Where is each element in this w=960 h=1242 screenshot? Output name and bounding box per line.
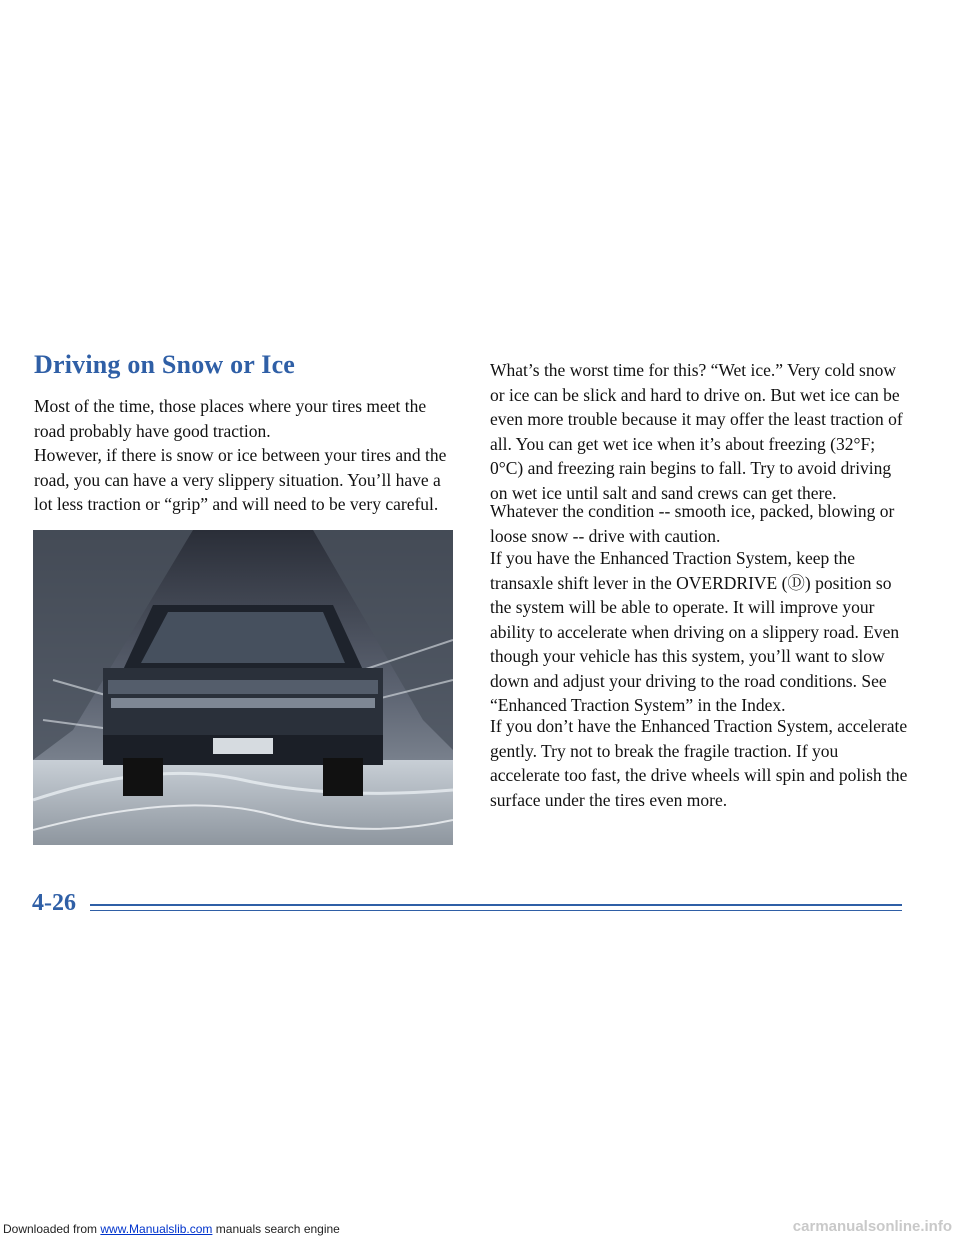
download-notice xyxy=(3,1222,340,1236)
footer-rule-thin xyxy=(90,910,902,911)
section-heading: Driving on Snow or Ice xyxy=(34,350,296,379)
download-prefix: Downloaded from xyxy=(3,1222,101,1236)
page-number: 4-26 xyxy=(32,890,76,916)
left-paragraph-1: Most of the time, those places where your tires meet the road probably have good traction. xyxy=(34,396,427,441)
right-paragraph-4: If you don’t have the Enhanced Traction System, accelerate gently. Try not to break the fragile traction. If you accelerate too fast, the drive wheels will spin and polish the surface under the tires even more. xyxy=(490,716,908,810)
right-paragraph-2: Whatever the condition -- smooth ice, packed, blowing or loose snow -- drive with caution. xyxy=(490,501,895,546)
download-suffix: manuals search engine xyxy=(212,1222,340,1236)
left-paragraph-2: However, if there is snow or ice between your tires and the road, you can have a very slippery situation. You’ll have a lot less traction or “grip” and will need to be very careful. xyxy=(34,445,447,514)
right-paragraph-1: What’s the worst time for this? “Wet ice.” Very cold snow or ice can be slick and hard to drive on. But wet ice can be even more trouble because it may offer the least traction of all. You can get wet ice when it’s about freezing (32°F; 0°C) and freezing rain begins to fall. Try to avoid driving on wet ice until salt and sand crews can get there. xyxy=(490,360,903,503)
footer-rule xyxy=(90,904,902,906)
manualslib-link[interactable]: www.Manualslib.com xyxy=(100,1222,213,1236)
right-paragraph-3: If you have the Enhanced Traction System, keep the transaxle shift lever in the OVERDRIVE (Ⓓ) position so the system will be able to operate. It will improve your ability to accelerate when driving on a slippery road. Even though your vehicle has this system, you’ll want to slow down and adjust your driving to the road conditions. See “Enhanced Traction System” in the Index. xyxy=(490,548,900,715)
watermark-text: carmanualsonline.info xyxy=(792,1218,952,1235)
car-illustration xyxy=(33,530,453,845)
car-on-ice-photo xyxy=(33,530,453,845)
